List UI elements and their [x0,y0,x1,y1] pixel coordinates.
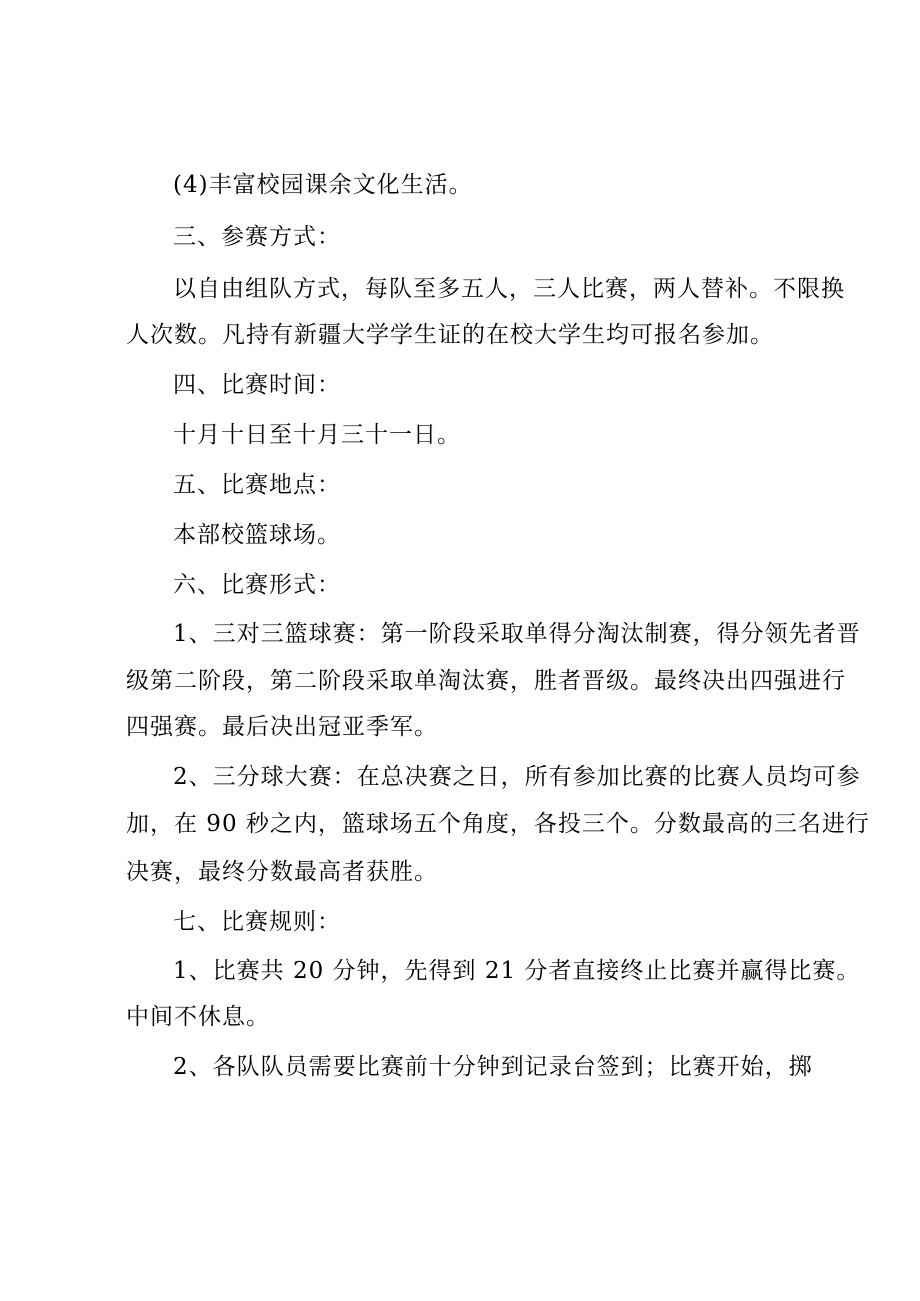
paragraph-format-1-line-3: 四强赛。最后决出冠亚季军。 [126,714,438,740]
paragraph-competition-location: 本部校篮球场。 [173,522,341,548]
paragraph-format-1-line-2: 级第二阶段，第二阶段采取单淘汰赛，胜者晋级。最终决出四强进行 [126,668,846,694]
paragraph-rule-1-line-2: 中间不休息。 [126,1004,270,1030]
paragraph-participation-line-2: 人次数。凡持有新疆大学学生证的在校大学生均可报名参加。 [126,322,774,348]
paragraph-rule-2-line-1: 2、各队队员需要比赛前十分钟到记录台签到；比赛开始，掷 [173,1054,813,1080]
heading-competition-rules: 七、比赛规则： [173,909,341,935]
paragraph-format-2-line-2: 加，在 90 秒之内，篮球场五个角度，各投三个。分数最高的三名进行 [126,811,870,837]
paragraph-objective-4: (4)丰富校园课余文化生活。 [173,172,473,198]
paragraph-format-2-line-1: 2、三分球大赛：在总决赛之日，所有参加比赛的比赛人员均可参 [173,764,861,790]
paragraph-format-1-line-1: 1、三对三篮球赛：第一阶段采取单得分淘汰制赛，得分领先者晋 [173,621,861,647]
heading-competition-location: 五、比赛地点： [173,472,341,498]
heading-competition-format: 六、比赛形式： [173,572,341,598]
heading-participation-method: 三、参赛方式： [173,224,341,250]
paragraph-competition-time: 十月十日至十月三十一日。 [173,422,461,448]
paragraph-format-2-line-3: 决赛，最终分数最高者获胜。 [126,859,438,885]
paragraph-rule-1-line-1: 1、比赛共 20 分钟，先得到 21 分者直接终止比赛并赢得比赛。 [173,958,861,984]
heading-competition-time: 四、比赛时间： [173,372,341,398]
paragraph-participation-line-1: 以自由组队方式，每队至多五人，三人比赛，两人替补。不限换 [173,276,845,302]
